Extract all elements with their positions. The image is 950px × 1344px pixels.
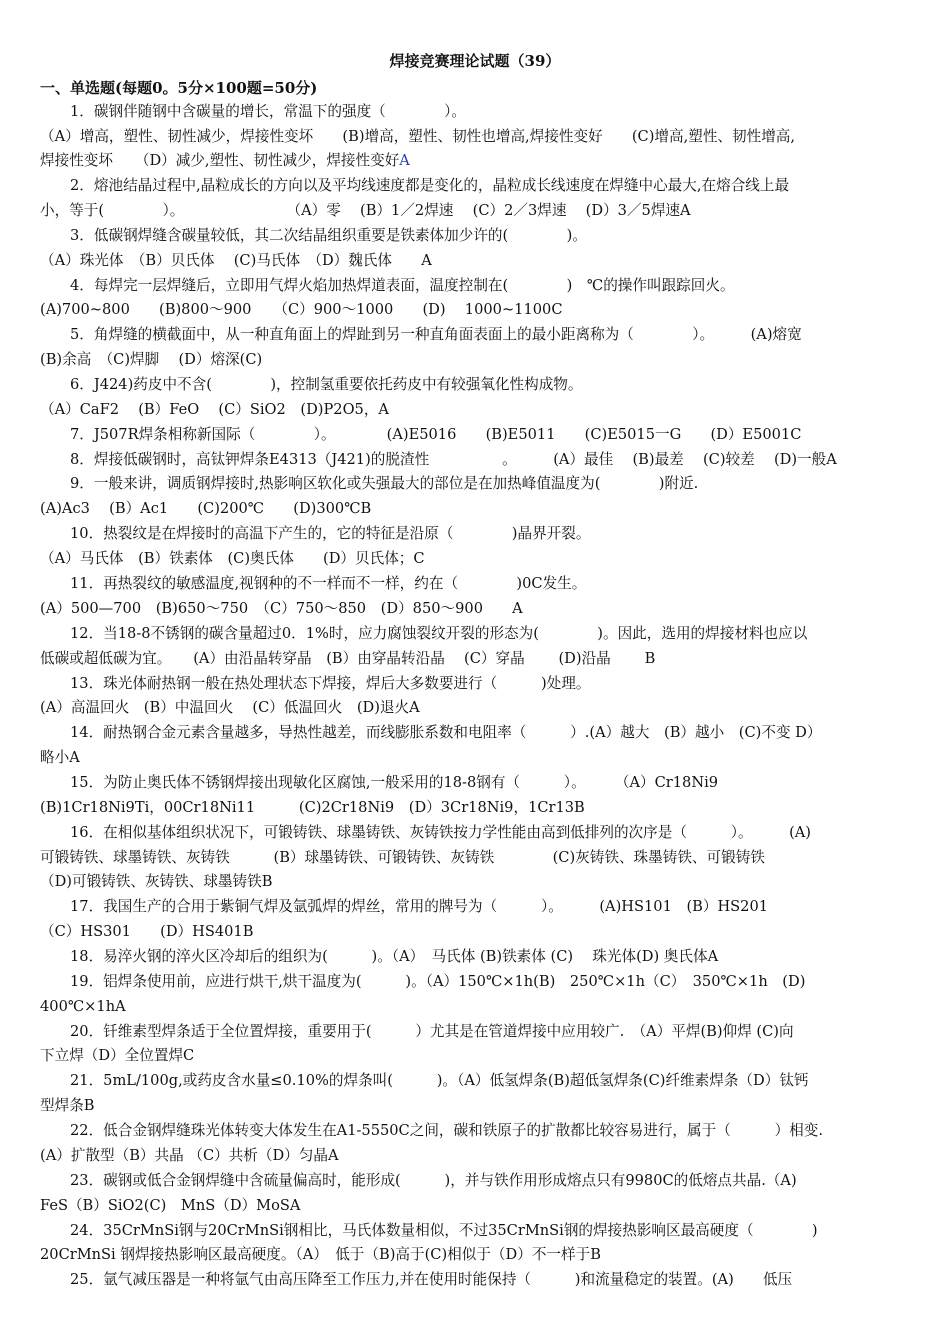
question-10-stem: 10．热裂纹是在焊接时的高温下产生的，它的特征是沿原（ )晶界开裂。: [70, 525, 591, 542]
question-1-stem: 1．碳钢伴随钢中含碳量的增长，常温下的强度（ ）。: [70, 103, 467, 120]
question-24-options: 20CrMnSi 钢焊接热影响区最高硬度。（A） 低于（B)高于(C)相似于（D）不一样于B: [40, 1246, 601, 1263]
question-4-stem: 4．每焊完一层焊缝后，立即用气焊火焰加热焊道表面，温度控制在( ) ℃的操作叫跟踪回火。: [70, 277, 735, 294]
question-21-options: 型焊条B: [40, 1097, 95, 1114]
question-3-stem: 3．低碳钢焊缝含碳量较低，其二次结晶组织重要是铁素体加少许的( )。: [70, 227, 587, 244]
question-3-options: （A）珠光体 （B）贝氏体 (C)马氏体 （D）魏氏体 A: [40, 252, 432, 269]
question-13-stem: 13．珠光体耐热钢一般在热处理状态下焊接，焊后大多数要进行（ )处理。: [70, 675, 591, 692]
question-12-options: 低碳或超低碳为宜。 (A）由沿晶转穿晶 (B）由穿晶转沿晶 (C）穿晶 (D)沿晶 B: [40, 650, 656, 667]
question-2-options: 小，等于( ）。 （A）零 (B）1／2焊速 (C）2／3焊速 (D）3／5焊速A: [40, 202, 691, 219]
question-20-stem: 20．钎维素型焊条适于全位置焊接，重要用于( ）尤其是在管道焊接中应用较广. （A）平焊(B)仰焊 (C)向: [70, 1023, 794, 1040]
question-1-options-cont: [40, 150, 920, 172]
question-14-stem: 14．耐热钢合金元素含量越多，导热性越差，而线膨胀系数和电阻率（ ）.(A）越大 (B）越小 (C)不变 D）: [70, 724, 822, 741]
question-17-options: （C）HS301 (D）HS401B: [40, 923, 254, 940]
question-13-options: (A）高温回火 (B）中温回火 (C）低温回火 (D)退火A: [40, 699, 420, 716]
question-23-options: FeS（B）SiO2(C) MnS（D）MoSA: [40, 1197, 301, 1214]
document-title: 焊接竞赛理论试题（39）: [389, 52, 561, 70]
question-5-options: (B)余高 （C)焊脚 (D）熔深(C): [40, 351, 263, 368]
question-8-stem: 8．焊接低碳钢时，高钛钾焊条E4313（J421)的脱渣性 。 (A）最佳 (B)最差 (C)较差 (D)一般A: [70, 451, 837, 468]
question-21-stem: 21．5mL/100g,或药皮含水量≤0.10%的焊条叫( )。（A）低氢焊条(B)超低氢焊条(C)纤维素焊条（D）钛钙: [70, 1072, 809, 1089]
question-4-options: (A)700~800 (B)800～900 （C）900～1000 (D) 1000~1100C: [40, 301, 563, 318]
question-17-stem: 17．我国生产的合用于紫铜气焊及氩弧焊的焊丝，常用的牌号为（ ）。 (A)HS101 (B）HS201: [70, 898, 769, 915]
question-11-stem: 11．再热裂纹的敏感温度,视钢种的不一样而不一样，约在（ )0C发生。: [70, 575, 587, 592]
question-11-options: (A）500—700 (B)650～750 （C）750～850 (D）850～900 A: [40, 600, 523, 617]
question-7-stem: 7．J507R焊条相称新国际（ ）。 (A)E5016 (B)E5011 (C)E5015一G (D）E5001C: [70, 426, 802, 443]
question-1-options: （A）增高，塑性、韧性减少，焊接性变坏 (B)增高，塑性、韧性也增高,焊接性变好 (C)增高,塑性、韧性增高,: [40, 128, 796, 145]
question-6-stem: 6．J424)药皮中不含( )，控制氢重要依托药皮中有较强氧化性构成物。: [70, 376, 583, 393]
question-19-options: 400℃×1hA: [40, 998, 126, 1015]
question-16-options-cont: （D)可锻铸铁、灰铸铁、球墨铸铁B: [40, 873, 273, 890]
question-12-stem: 12．当18-8不锈钢的碳含量超过0．1%时，应力腐蚀裂纹开裂的形态为( )。因此，选用的焊接材料也应以: [70, 625, 808, 642]
question-23-stem: 23．碳钢或低合金钢焊缝中含硫量偏高时，能形成( )，并与铁作用形成熔点只有9980C的低熔点共晶.（A): [70, 1172, 797, 1189]
question-9-options: (A)Ac3 (B）Ac1 (C)200℃ (D)300℃B: [40, 500, 372, 517]
section-heading: 一、单选题(每题0。5分×100题=50分): [40, 79, 318, 97]
question-24-stem: 24．35CrMnSi钢与20CrMnSi钢相比，马氏体数量相似，不过35CrMnSi钢的焊接热影响区最高硬度（ ): [70, 1222, 818, 1239]
question-20-options: 下立焊（D）全位置焊C: [40, 1047, 195, 1064]
question-25-stem: 25．氩气减压器是一种将氩气由高压降至工作压力,并在使用时能保持（ )和流量稳定的装置。(A) 低压: [70, 1271, 793, 1288]
question-1-text: 焊接性变坏 （D）减少,塑性、韧性减少，焊接性变好: [40, 152, 400, 169]
question-18-stem: 18．易淬火钢的淬火区冷却后的组织为( )。（A） 马氏体 (B)铁素体 (C) 珠光体(D) 奥氏体A: [70, 948, 719, 965]
question-1-answer: A: [399, 152, 410, 169]
question-9-stem: 9．一般来讲，调质钢焊接时,热影响区软化或失强最大的部位是在加热峰值温度为( )附近.: [70, 475, 699, 492]
question-10-options: （A）马氏体 (B）铁素体 (C)奥氏体 (D）贝氏体；C: [40, 550, 425, 567]
question-22-options: (A）扩散型（B）共晶 （C）共析（D）匀晶A: [40, 1147, 339, 1164]
question-6-options: （A）CaF2 (B）FeO (C）SiO2 (D)P2O5，A: [40, 401, 389, 418]
question-15-stem: 15．为防止奥氏体不锈钢焊接出现敏化区腐蚀,一般采用的18-8钢有（ ）。 （A）Cr18Ni9: [70, 774, 719, 791]
question-16-options: 可锻铸铁、球墨铸铁、灰铸铁 (B）球墨铸铁、可锻铸铁、灰铸铁 (C)灰铸铁、珠墨铸铁、可锻铸铁: [40, 849, 765, 866]
question-22-stem: 22．低合金钢焊缝珠光体转变大体发生在A1-5550C之间，碳和铁原子的扩散都比较容易进行，属于（ ）相变.: [70, 1122, 823, 1139]
question-5-stem: 5．角焊缝的横截面中，从一种直角面上的焊趾到另一种直角面表面上的最小距离称为（ ）。 (A)熔宽: [70, 326, 802, 343]
question-14-options: 略小A: [40, 749, 80, 766]
question-15-options: (B)1Cr18Ni9Ti，00Cr18Ni11 (C)2Cr18Ni9 (D）3Cr18Ni9，1Cr13B: [40, 799, 585, 816]
question-2-stem: 2．熔池结晶过程中,晶粒成长的方向以及平均线速度都是变化的，晶粒成长线速度在焊缝中心最大,在熔合线上最: [70, 177, 790, 194]
question-19-stem: 19．铝焊条使用前，应进行烘干,烘干温度为( )。（A）150℃×1h(B) 250℃×1h（C） 350℃×1h (D): [70, 973, 806, 990]
question-16-stem: 16．在相似基体组织状况下，可锻铸铁、球墨铸铁、灰铸铁按力学性能由高到低排列的次序是（ ）。 (A): [70, 824, 811, 841]
